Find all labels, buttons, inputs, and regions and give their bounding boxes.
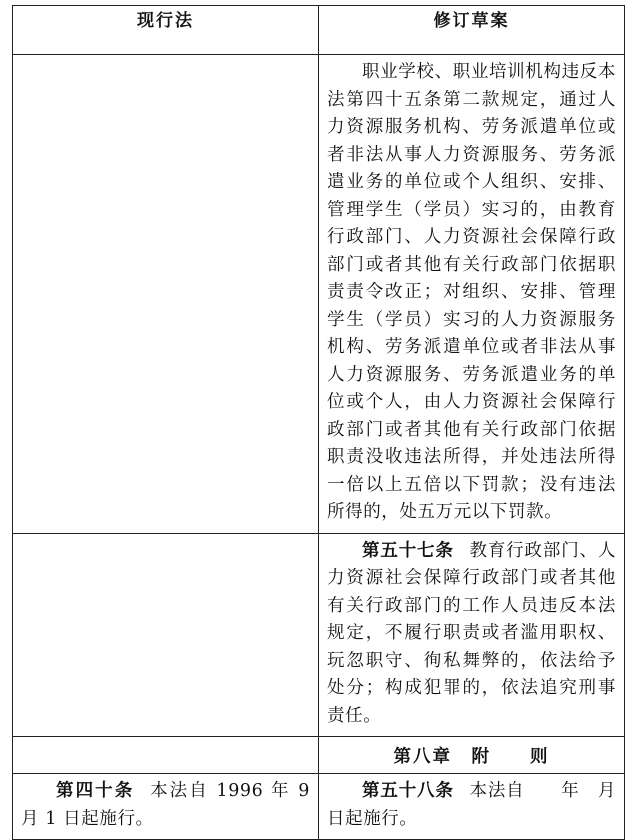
- article-number: 第五十八条: [362, 781, 454, 801]
- article-number: 第四十条: [56, 781, 135, 801]
- draft-text: 职业学校、职业培训机构违反本法第四十五条第二款规定，通过人力资源服务机构、劳务派遣单位或者非法从事人力资源服务、劳务派遣业务的单位或个人组织、安排、管理学生（学员）实习的，由教育行政部门、人力资源社会保障行政部门或者其他有关行政部门依据职责责令改正；对组织、安排、管理学生（学员）实习的人力资源服务机构、劳务派遣单位或者非法从事人力资源服务、劳务派遣业务的单位或个人，由人力资源社会保障行政部门或者其他有关行政部门依据职责没收违法所得，并处违法所得一倍以上五倍以下罚款；没有违法所得的，处五万元以下罚款。: [327, 62, 616, 522]
- table-row: [13, 55, 625, 534]
- law-comparison-table: [12, 5, 635, 840]
- draft-text: 教育行政部门、人力资源社会保障行政部门或者其他有关行政部门的工作人员违反本法规定，不履行职责或者滥用职权、玩忽职守、徇私舞弊的，依法给予处分；构成犯罪的，依法追究刑事责任。: [327, 540, 616, 726]
- chapter-heading-cell: [319, 737, 625, 774]
- current-law-text: 本法自 1996 年 9 月 1 日起施行。: [21, 781, 310, 829]
- draft-cell: [319, 533, 625, 737]
- header-draft: 修订草案: [319, 6, 625, 55]
- current-law-cell: [13, 55, 319, 534]
- draft-cell: [319, 774, 635, 840]
- current-law-cell: [13, 774, 319, 840]
- draft-text: 本法自 年 月 日起施行。: [327, 781, 635, 829]
- table-row: [13, 774, 625, 840]
- header-current-law: 现行法: [13, 6, 319, 55]
- current-law-cell: [13, 737, 319, 774]
- comparison-document: [12, 5, 635, 840]
- table-header-row: [13, 6, 625, 55]
- current-law-cell: [13, 533, 319, 737]
- chapter-heading: 第八章 附 则: [393, 746, 550, 767]
- draft-cell: [319, 55, 625, 534]
- table-row: [13, 737, 625, 774]
- article-number: 第五十七条: [362, 540, 454, 561]
- table-row: [13, 533, 625, 737]
